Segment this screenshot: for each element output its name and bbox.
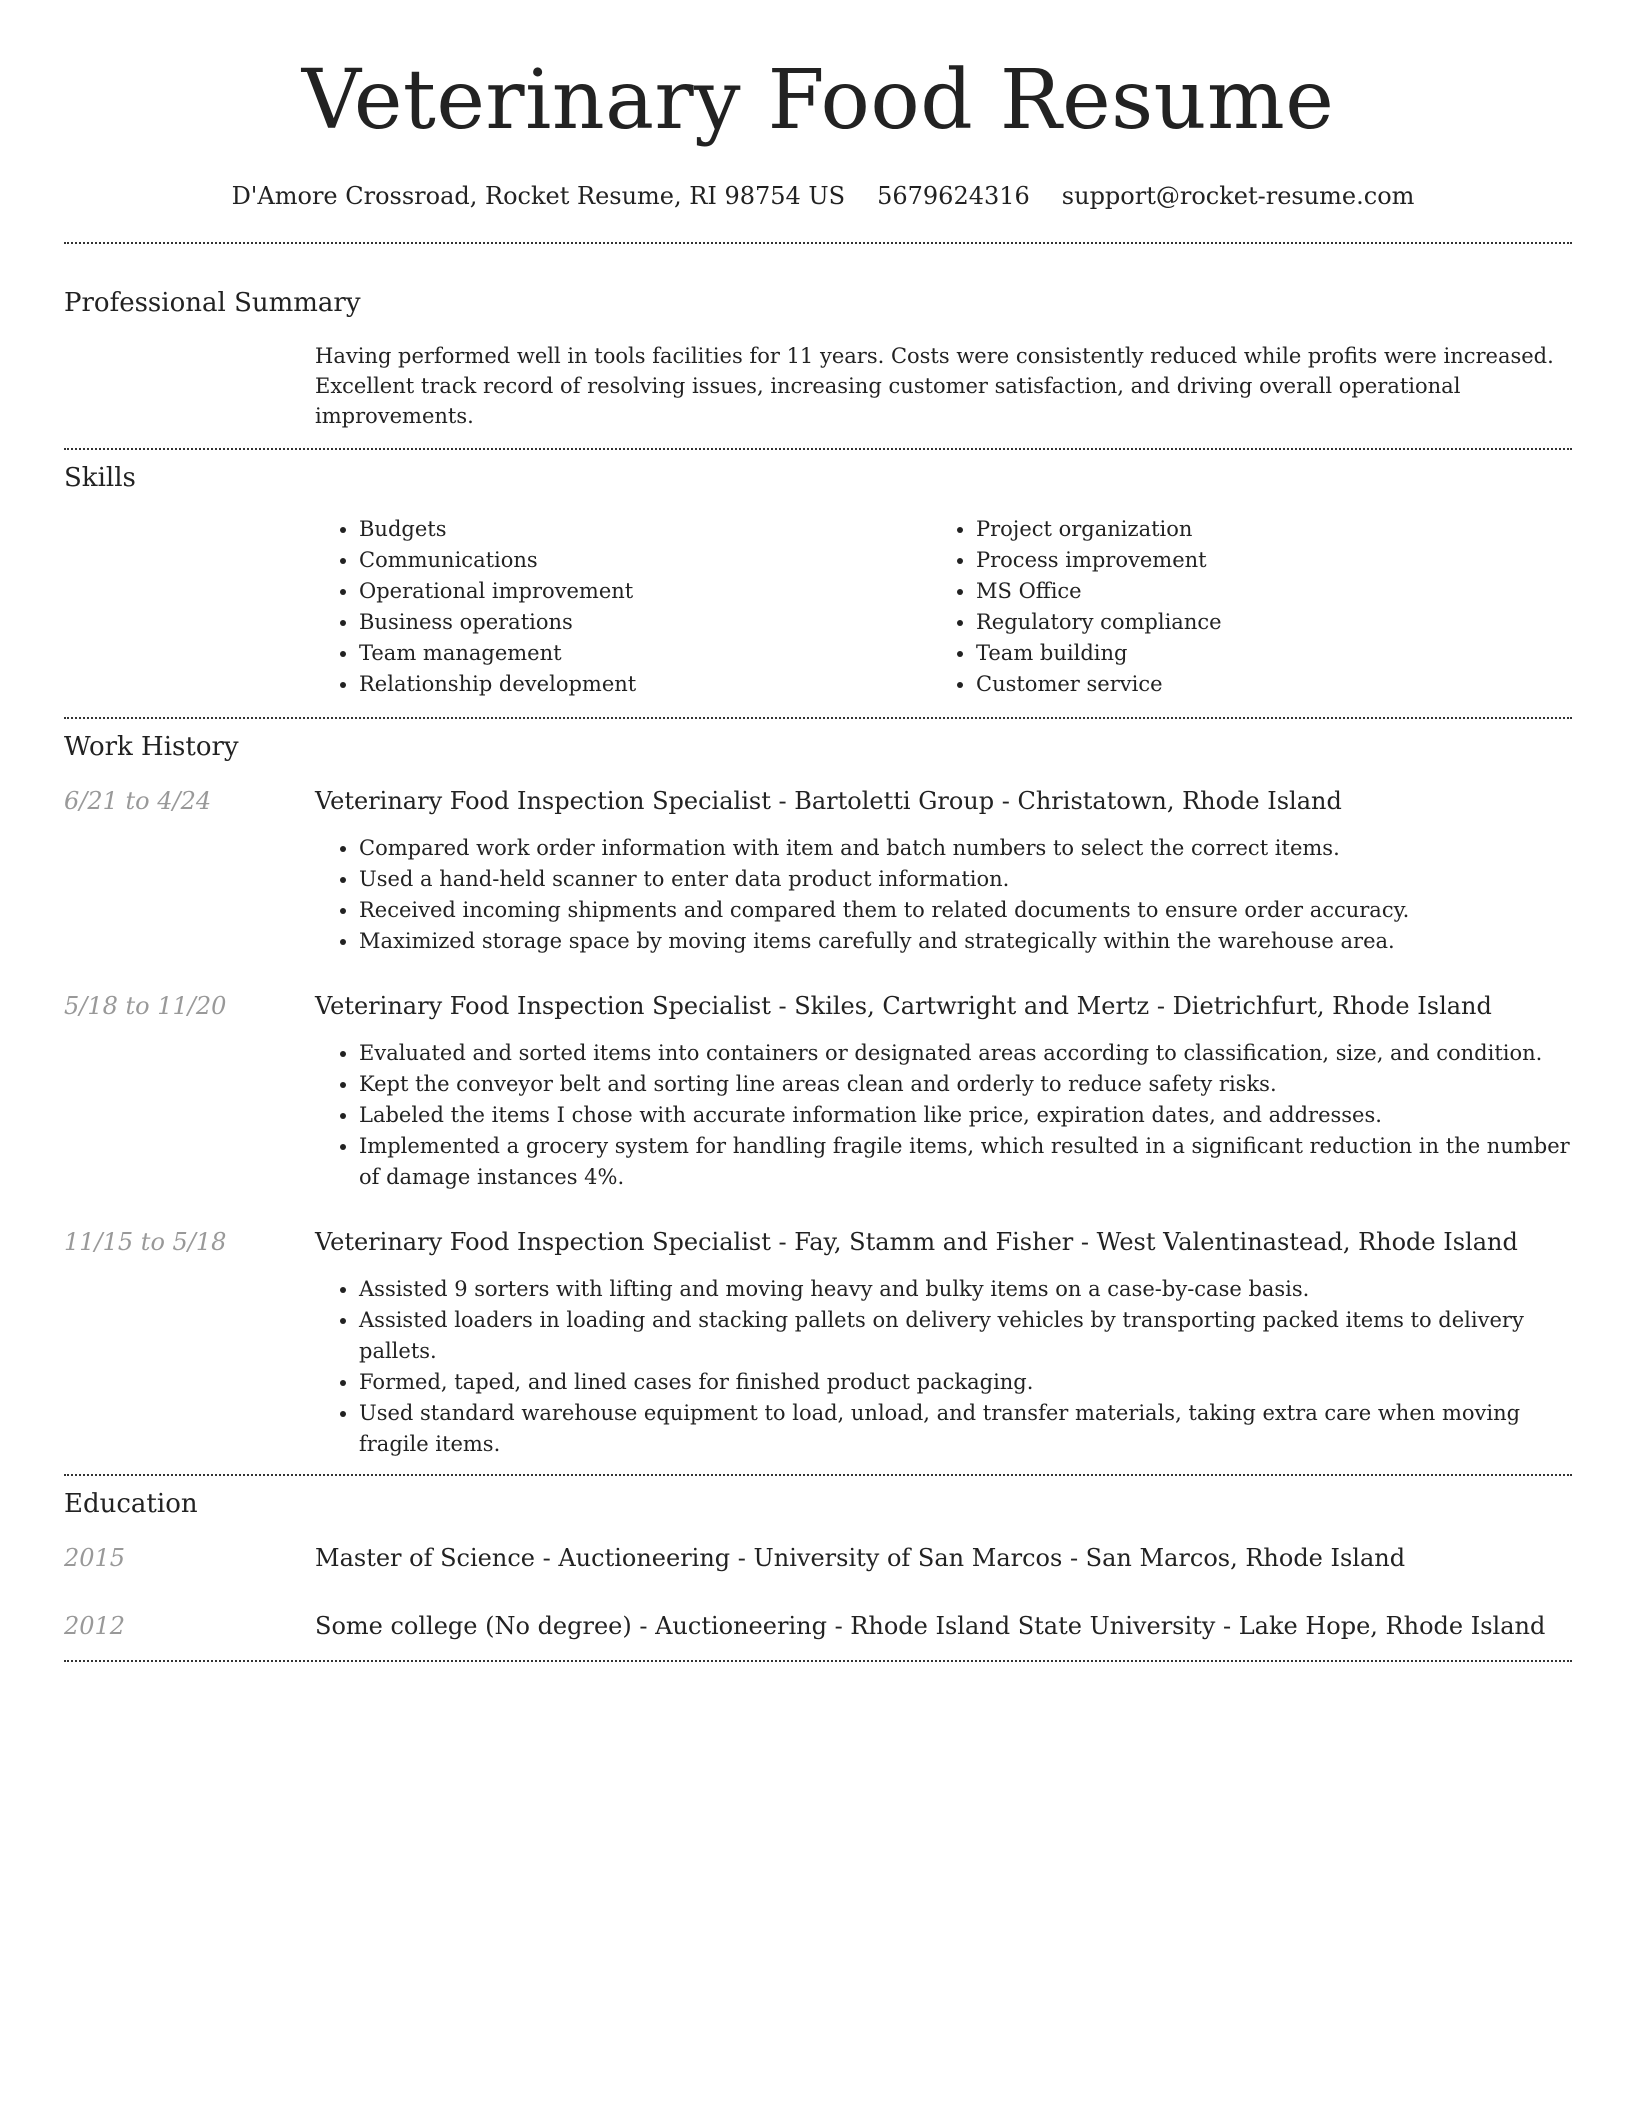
job-bullets <box>315 1038 1572 1193</box>
job-dates: 11/15 to 5/18 <box>64 1228 227 1256</box>
divider <box>64 717 1572 719</box>
skill-item: • Operational improvement <box>359 576 932 607</box>
job-bullet: • Received incoming shipments and compared them to related documents to ensure order accuracy. <box>359 895 1572 926</box>
skill-item: • Customer service <box>976 669 1549 700</box>
contact-email[interactable]: support@rocket-resume.com <box>1061 182 1415 210</box>
job-bullet: • Maximized storage space by moving items carefully and strategically within the warehouse area. <box>359 926 1572 957</box>
job-title: Veterinary Food Inspection Specialist - Skiles, Cartwright and Mertz - Dietrichfurt, Rhode Island <box>315 992 1492 1020</box>
skill-item: • Communications <box>359 545 932 576</box>
skill-item: • Business operations <box>359 607 932 638</box>
divider <box>64 448 1572 450</box>
section-heading-skills: Skills <box>64 463 136 493</box>
contact-phone: 5679624316 <box>877 182 1030 210</box>
job-bullets <box>315 833 1572 957</box>
job-entry <box>64 990 1572 1193</box>
job-bullets <box>315 1274 1572 1460</box>
job-bullet: • Formed, taped, and lined cases for finished product packaging. <box>359 1367 1572 1398</box>
education-title: Some college (No degree) - Auctioneering - Rhode Island State University - Lake Hope, Rhode Island <box>315 1612 1546 1640</box>
skills-list <box>315 514 1572 700</box>
skill-item: • Process improvement <box>976 545 1549 576</box>
job-dates: 6/21 to 4/24 <box>64 787 212 815</box>
education-entry <box>64 1542 1572 1574</box>
section-heading-education: Education <box>64 1489 198 1519</box>
section-heading-work: Work History <box>64 732 239 762</box>
skill-item: • Regulatory compliance <box>976 607 1549 638</box>
skill-item: • Budgets <box>359 514 932 545</box>
divider <box>64 1474 1572 1476</box>
education-year: 2015 <box>64 1544 126 1572</box>
contact-address: D'Amore Crossroad, Rocket Resume, RI 98754 US <box>231 182 846 210</box>
job-body <box>315 1226 1572 1460</box>
job-bullet: • Used a hand-held scanner to enter data product information. <box>359 864 1572 895</box>
job-bullet: • Used standard warehouse equipment to load, unload, and transfer materials, taking extra care when moving fragile items. <box>359 1398 1572 1460</box>
job-bullet: • Assisted 9 sorters with lifting and moving heavy and bulky items on a case-by-case basis. <box>359 1274 1572 1305</box>
skills-column-left <box>315 514 932 700</box>
divider <box>64 242 1572 244</box>
divider <box>64 1660 1572 1662</box>
education-title: Master of Science - Auctioneering - University of San Marcos - San Marcos, Rhode Island <box>315 1544 1406 1572</box>
job-entry <box>64 1226 1572 1460</box>
job-bullet: • Assisted loaders in loading and stacking pallets on delivery vehicles by transporting packed items to delivery pallets. <box>359 1305 1572 1367</box>
education-year: 2012 <box>64 1612 126 1640</box>
summary-text: Having performed well in tools facilities for 11 years. Costs were consistently reduced while profits were increased. Excellent track record of resolving issues, increasing customer satisfaction, and driving overall operational improvements. <box>315 344 1554 428</box>
education-entry <box>64 1610 1572 1642</box>
job-entry <box>64 785 1572 957</box>
section-heading-summary: Professional Summary <box>64 288 361 318</box>
job-bullet: • Compared work order information with item and batch numbers to select the correct items. <box>359 833 1572 864</box>
skill-item: • Team management <box>359 638 932 669</box>
skill-item: • Relationship development <box>359 669 932 700</box>
contact-line <box>64 184 1572 208</box>
job-bullet: • Evaluated and sorted items into containers or designated areas according to classification, size, and condition. <box>359 1038 1572 1069</box>
job-body <box>315 785 1572 957</box>
job-body <box>315 990 1572 1193</box>
resume-page <box>64 0 1572 1662</box>
skill-item: • MS Office <box>976 576 1549 607</box>
job-title: Veterinary Food Inspection Specialist - Bartoletti Group - Christatown, Rhode Island <box>315 787 1342 815</box>
skills-column-right <box>932 514 1549 700</box>
job-dates: 5/18 to 11/20 <box>64 992 227 1020</box>
job-bullet: • Implemented a grocery system for handling fragile items, which resulted in a significant reduction in the number of damage instances 4%. <box>359 1131 1572 1193</box>
skill-item: • Team building <box>976 638 1549 669</box>
job-bullet: • Labeled the items I chose with accurate information like price, expiration dates, and addresses. <box>359 1100 1572 1131</box>
job-bullet: • Kept the conveyor belt and sorting line areas clean and orderly to reduce safety risks. <box>359 1069 1572 1100</box>
resume-title: Veterinary Food Resume <box>301 53 1335 148</box>
skill-item: • Project organization <box>976 514 1549 545</box>
job-title: Veterinary Food Inspection Specialist - Fay, Stamm and Fisher - West Valentinastead, Rhode Island <box>315 1228 1518 1256</box>
